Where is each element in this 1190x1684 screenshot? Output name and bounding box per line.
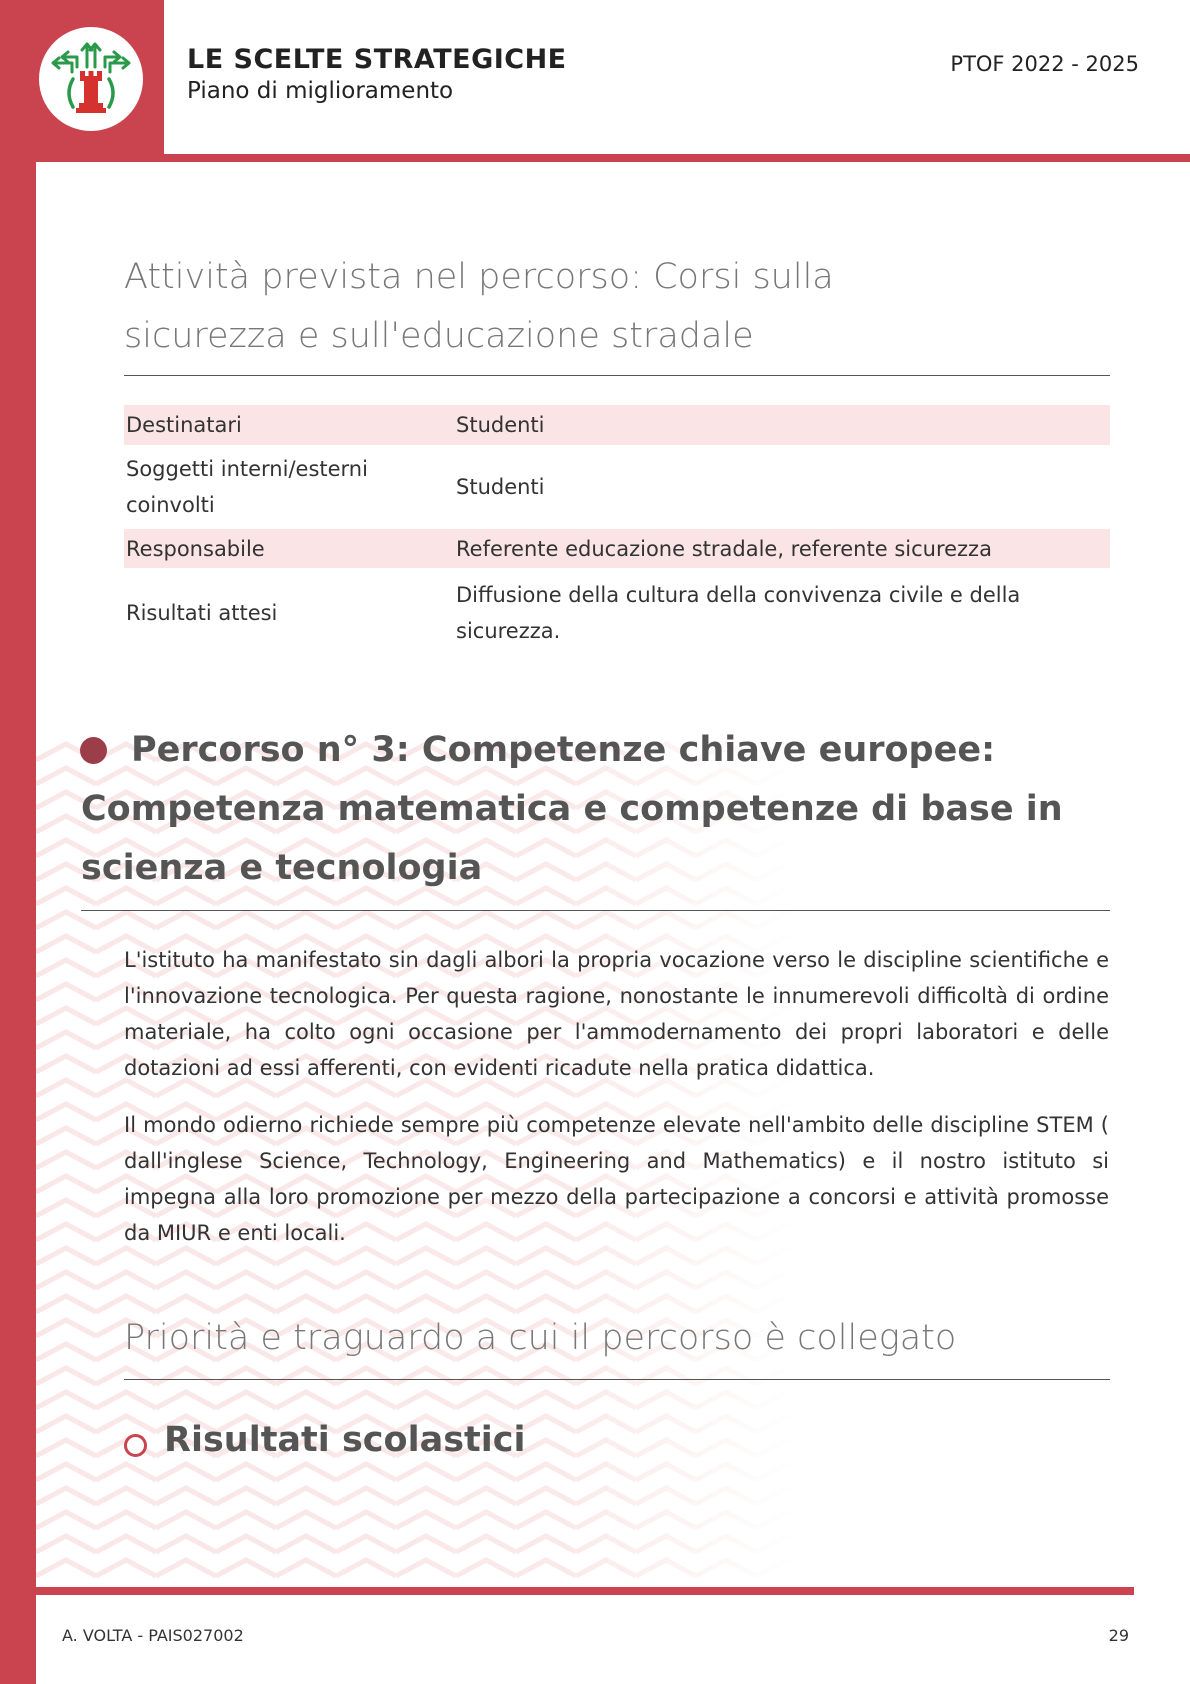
left-accent-band: [0, 0, 36, 1684]
priorita-title: Priorità e traguardo a cui il percorso è collegato: [124, 1318, 957, 1358]
activity-title-rule: [124, 375, 1110, 376]
percorso-heading-rule: [81, 910, 1110, 911]
header-title: LE SCELTE STRATEGICHE: [187, 44, 567, 75]
header-subtitle: Piano di miglioramento: [187, 78, 454, 104]
header-rule: [36, 154, 1190, 162]
tower-logo-icon: [39, 27, 143, 131]
row-value: Studenti: [456, 475, 545, 499]
priorita-title-rule: [124, 1379, 1110, 1380]
table-row: [124, 405, 1110, 445]
table-row: [124, 529, 1110, 568]
table-row: [124, 568, 1110, 658]
hollow-circle-bullet-icon: [124, 1434, 147, 1457]
activity-title: Attività prevista nel percorso: Corsi sulla sicurezza e sull'educazione stradale: [124, 257, 834, 356]
row-label: Risultati attesi: [126, 601, 278, 625]
row-label: Soggetti interni/esterni coinvolti: [126, 457, 368, 517]
percorso-paragraph-1: L'istituto ha manifestato sin dagli albori la propria vocazione verso le discipline scientifiche e l'innovazione tecnologica. Per questa ragione, nonostante le innumerevoli difficoltà di ordine materiale, ha colto ogni occasione per l'ammodernamento dei propri laboratori e delle dotazioni ad essi afferenti, con evidenti ricadute nella pratica didattica.: [124, 948, 1109, 1080]
school-logo: [39, 27, 143, 131]
row-label: Responsabile: [124, 529, 454, 568]
row-value: Studenti: [454, 405, 1110, 445]
percorso-paragraph-2: Il mondo odierno richiede sempre più competenze elevate nell'ambito delle discipline STEM ( dall'inglese Science, Technology, Engineering and Mathematics) e il nostro istituto si impegna alla loro promozione per mezzo della partecipazione a concorsi e attività promosse da MIUR e enti locali.: [124, 1113, 1109, 1245]
row-value: Referente educazione stradale, referente sicurezza: [454, 529, 1110, 568]
result-heading: Risultati scolastici: [164, 1420, 526, 1460]
footer-rule: [36, 1587, 1134, 1595]
row-value: Diffusione della cultura della convivenza civile e della sicurezza.: [456, 583, 1021, 643]
table-row: [124, 445, 1110, 529]
row-label: Destinatari: [124, 405, 454, 445]
page-number: 29: [1108, 1626, 1129, 1645]
footer-school: A. VOLTA - PAIS027002: [62, 1626, 244, 1645]
activity-details-table: [124, 405, 1110, 658]
percorso-heading: Percorso n° 3: Competenze chiave europee: Competenza matematica e competenze di base in scienza e tecnologia: [81, 730, 1063, 888]
header-period: PTOF 2022 - 2025: [950, 52, 1139, 76]
